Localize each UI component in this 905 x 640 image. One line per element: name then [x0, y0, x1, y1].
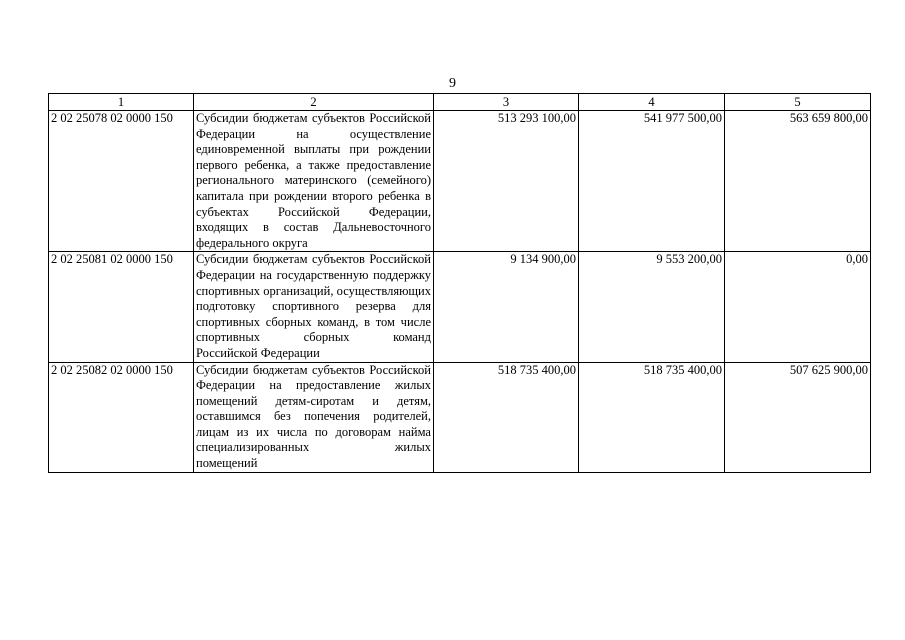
budget-code: 2 02 25081 02 0000 150 [49, 252, 194, 362]
amount-column-5: 0,00 [725, 252, 871, 362]
page-number: 9 [449, 76, 456, 91]
column-header-1: 1 [49, 94, 194, 111]
table-row [49, 252, 871, 362]
budget-code: 2 02 25078 02 0000 150 [49, 111, 194, 252]
header-row [49, 94, 871, 111]
table-row [49, 111, 871, 252]
column-header-4: 4 [579, 94, 725, 111]
amount-column-3: 513 293 100,00 [434, 111, 579, 252]
table-row [49, 362, 871, 472]
row-description [194, 362, 434, 472]
amount-column-5: 507 625 900,00 [725, 362, 871, 472]
description-last-line: федерального округа [196, 235, 308, 250]
description-text: Субсидии бюджетам субъектов Российской Федерации на предоставление жилых помещений детям-сиротам и детям, оставшимся без попечения родителей, лицам из их числа по договорам найма специализированных жилых [196, 362, 431, 455]
budget-code: 2 02 25082 02 0000 150 [49, 362, 194, 472]
amount-column-5: 563 659 800,00 [725, 111, 871, 252]
row-description [194, 111, 434, 252]
description-last-line: Российской Федерации [196, 345, 320, 360]
column-header-2: 2 [194, 94, 434, 111]
description-last-line: помещений [196, 456, 258, 471]
budget-table [48, 93, 871, 473]
row-description [194, 252, 434, 362]
description-text: Субсидии бюджетам субъектов Российской Федерации на государственную поддержку спортивных организаций, осуществляющих подготовку спортивного резерва для спортивных сборных команд, в том числе спортивных сборных команд [196, 252, 431, 345]
description-text: Субсидии бюджетам субъектов Российской Федерации на осуществление единовременной выплаты при рождении первого ребенка, а также предоставление регионального материнского (семейного) капитала при рождении второго ребенка в субъектах Российской Федерации, входящих в состав Дальневосточного [196, 111, 431, 235]
amount-column-3: 518 735 400,00 [434, 362, 579, 472]
column-header-5: 5 [725, 94, 871, 111]
amount-column-4: 541 977 500,00 [579, 111, 725, 252]
column-header-3: 3 [434, 94, 579, 111]
amount-column-3: 9 134 900,00 [434, 252, 579, 362]
amount-column-4: 9 553 200,00 [579, 252, 725, 362]
amount-column-4: 518 735 400,00 [579, 362, 725, 472]
